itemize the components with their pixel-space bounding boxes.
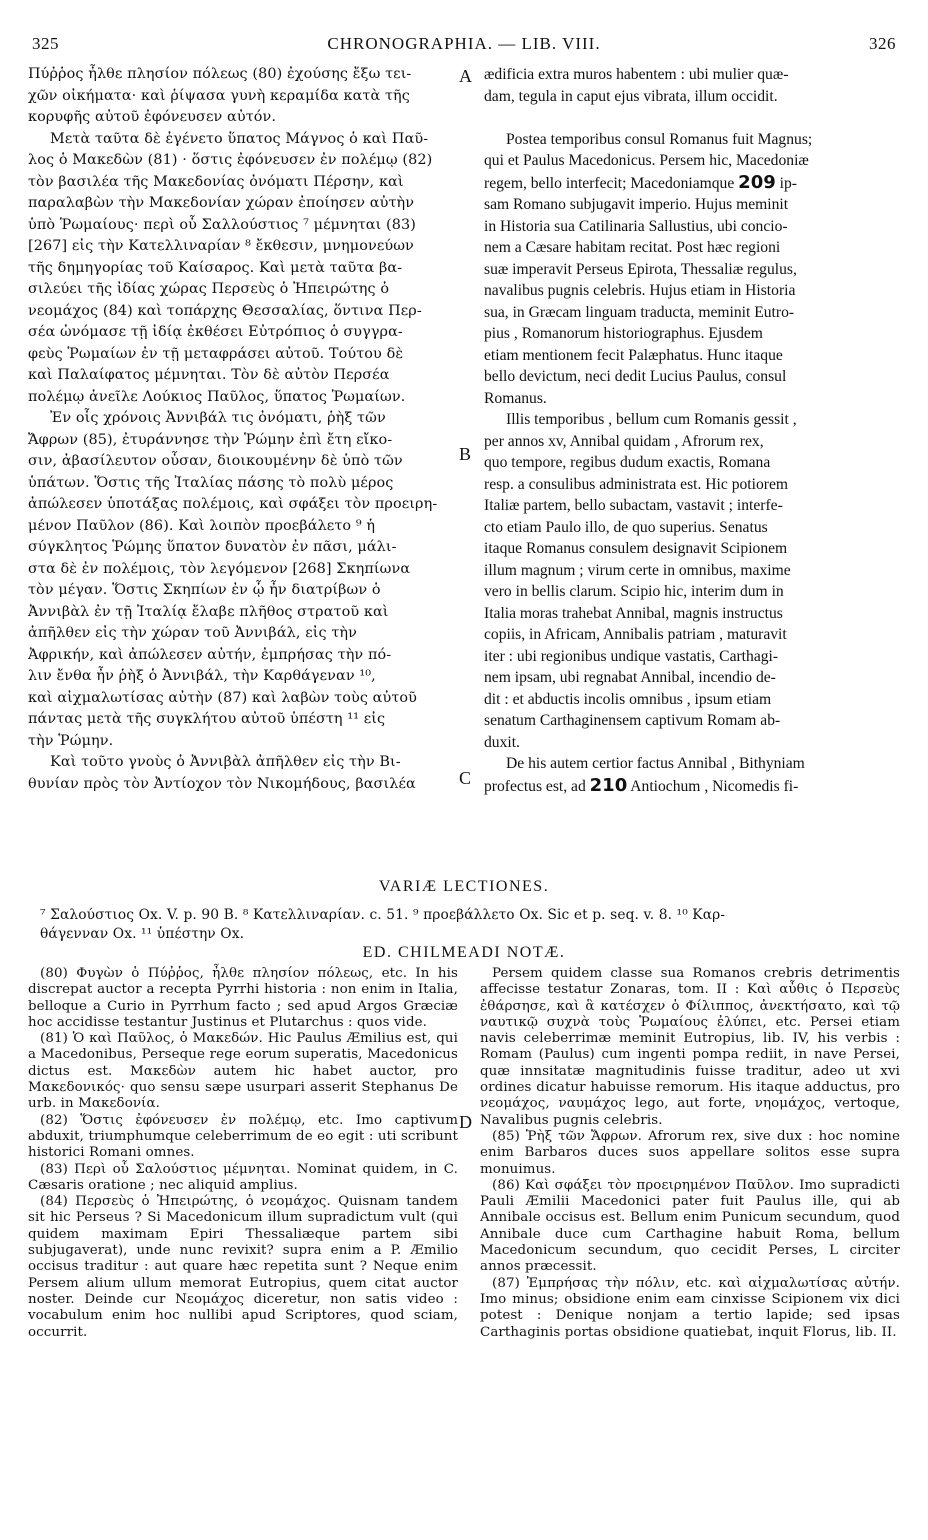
text-line: profectus est, ad 210 Antiochum , Nicomedis fi- bbox=[484, 774, 799, 796]
text-line: ὑπὸ Ῥωμαίους· περὶ οὗ Σαλλούστιος ⁷ μέμνηται (83) bbox=[28, 216, 416, 233]
text-line: in Historia sua Catilinaria Sallustius, ubi concio- bbox=[484, 217, 788, 235]
greek-text-column bbox=[28, 64, 458, 795]
text-line: copiis, in Africam, Annibalis patriam , maturavit bbox=[484, 626, 787, 643]
text-line: Μετὰ ταῦτα δὲ ἐγένετο ὕπατος Μάγνος ὁ καὶ Παῦ- bbox=[50, 130, 429, 147]
text-line: duxit. bbox=[484, 733, 520, 751]
variae-lectiones-title: VARIÆ LECTIONES. bbox=[378, 878, 550, 895]
variae-line: ⁷ Σαλούστιος Ox. V. p. 90 B. ⁸ Κατελλιναρίαν. c. 51. ⁹ προεβάλλετο Ox. Sic et p. seq. v. 8. ¹⁰ Καρ- bbox=[40, 907, 726, 923]
text-line: Ἀφρικήν, καὶ ἀπώλεσεν αὐτήν, ἐμπρήσας τὴν πό- bbox=[28, 646, 392, 663]
margin-marker-c: C bbox=[459, 768, 472, 788]
text-line: senatum Carthaginensem captivum Romam ab- bbox=[484, 712, 781, 729]
text-line: Romanus. bbox=[484, 389, 547, 407]
text-line: suæ imperavit Perseus Epirota, Thessaliæ regulus, bbox=[484, 260, 797, 278]
note-paragraph: (82) Ὅστις ἐφόνευσεν ἐν πολέμῳ, etc. Imo captivum abduxit, triumphumque celeberrimum de eo egit : uti scribunt historici Romani omnes. bbox=[28, 1112, 458, 1161]
text-line: λος ὁ Μακεδὼν (81) · ὅστις ἐφόνευσεν ἐν πολέμῳ (82) bbox=[28, 152, 433, 168]
text-line: iter : ubi regionibus undique vastatis, Carthagi- bbox=[484, 647, 779, 665]
text-line: μένον Παῦλον (86). Καὶ λοιπὸν προεβάλετο ⁹ ἡ bbox=[28, 517, 376, 534]
text-line: παραλαβὼν τὴν Μακεδονίαν χώραν ἐποίησεν αὐτὴν bbox=[28, 195, 415, 211]
margin-marker-d: D bbox=[459, 1112, 472, 1132]
note-paragraph: (86) Καὶ σφάξει τὸν προειρημένον Παῦλον. Imo supradicti Pauli Æmilii Macedonici pater fuit Paulus ille, qui ab Annibale occisus est. Bellum enim Punicum secundum, quod Annibale duce cum Carthagine habuit Roma, bellum Macedonicum secundum, quo cecidit Perses, L circiter annos præcessit. bbox=[480, 1177, 900, 1275]
text-line: Italiæ partem, bello subactam, vastavit ; interfe- bbox=[484, 497, 783, 514]
text-line: illum magnum ; virum certe in omnibus, maxime bbox=[484, 561, 791, 579]
text-line: Italia moras trahebat Annibal, magnis instructus bbox=[484, 604, 783, 622]
text-line: nem a Cæsare habitam recitat. Post hæc regioni bbox=[484, 239, 781, 256]
text-line: nem ipsam, ubi regnabat Annibal, incendio de- bbox=[484, 669, 776, 686]
text-line: resp. a consulibus administrata est. Hic potiorem bbox=[484, 475, 789, 493]
text-line: cto etiam Paulo illo, de quo superius. Senatus bbox=[484, 518, 768, 536]
text-line: per annos xv, Annibal quidam , Afrorum rex, bbox=[484, 432, 764, 450]
text-line: σιλεύει τῆς ἰδίας χώρας Περσεὺς ὁ Ἠπειρώτης ὁ bbox=[28, 281, 390, 297]
text-line: σέα ὠνόμασε τῇ ἰδίᾳ ἐκθέσει Εὐτρόπιος ὁ συγγρα- bbox=[28, 324, 403, 340]
text-line: sua, in Græcam linguam traducta, meminit Eutro- bbox=[484, 303, 795, 321]
note-paragraph: (87) Ἐμπρήσας τὴν πόλιν, etc. καὶ αἰχμαλωτίσας αὐτήν. Imo minus; obsidione enim eam cinxisse Scipionem vix dici potest : Denique nonjam a tertio lapide; sed ipsas Carthaginis portas obsidione quatiebat, inquit Florus, lib. II. bbox=[480, 1275, 900, 1340]
text-line: νεομάχος (84) καὶ τοπάρχης Θεσσαλίας, ὅντινα Περ- bbox=[28, 302, 422, 319]
text-line: Ἄφρων (85), ἐτυράννησε τὴν Ῥώμην ἐπὶ ἔτη εἴκο- bbox=[28, 431, 393, 448]
text-line: De his autem certior factus Annibal , Bithyniam bbox=[506, 755, 805, 772]
text-line: σύγκλητος Ῥώμης ὕπατον δυνατὸν ἐν πᾶσι, μάλι- bbox=[28, 539, 397, 555]
text-line: θυνίαν πρὸς τὸν Ἀντίοχον τὸν Νικομήδους, βασιλέα bbox=[28, 775, 416, 792]
text-line: Postea temporibus consul Romanus fuit Magnus; bbox=[506, 130, 813, 148]
text-line: Ἀννιβὰλ ἐν τῇ Ἰταλίᾳ ἔλαβε πλῆθος στρατοῦ καὶ bbox=[28, 603, 389, 620]
variae-lectiones-body bbox=[40, 906, 900, 944]
latin-text-column bbox=[484, 64, 898, 797]
notae-title: ED. CHILMEADI NOTÆ. bbox=[362, 944, 566, 961]
text-line: λιν ἔνθα ἦν ῥὴξ ὁ Ἀννιβάλ, τὴν Καρθάγεναν ¹⁰, bbox=[28, 668, 376, 684]
note-paragraph: (80) Φυγὼν ὁ Πύῤῥος, ἦλθε πλησίον πόλεως, etc. In his discrepat auctor a recepta Pyrrhi historia : non enim in Italia, belloque a Curio in Pyrrhum facto ; sed apud Argos Græciæ hoc accidisse testantur Justinus et Plutarchus : quos vide. bbox=[28, 966, 458, 1030]
text-line: regem, bello interfecit; Macedoniamque 209 ip- bbox=[484, 171, 797, 193]
note-paragraph: (84) Περσεὺς ὁ Ἠπειρώτης, ὁ νεομάχος. Quisnam tandem sit hic Perseus ? Si Macedonicum illum supradictum vult (qui quidem maximam Epiri Thessaliæque partem sibi subjugaverat), unde nunc revixit? supra enim a P. Æmilio occisus traditur : aut quare hæc repetita sunt ? Neque enim Persem alium ullum memorat Eutropius, quem citat auctor noster. Deinde cur Νεομάχος diceretur, non satis video : vocabulum enim hoc nullibi apud Scriptores, quod sciam, occurrit. bbox=[28, 1194, 458, 1340]
notes-left-column bbox=[28, 966, 458, 1341]
text-line: Καὶ τοῦτο γνοὺς ὁ Ἀννιβὰλ ἀπῆλθεν εἰς τὴν Βι- bbox=[50, 754, 401, 770]
text-line: τὴν Ῥώμην. bbox=[28, 732, 114, 749]
text-line: itaque Romanus consulem designavit Scipionem bbox=[484, 540, 788, 557]
notes-right-column bbox=[480, 966, 900, 1341]
text-line: τὸν βασιλέα τῆς Μακεδονίας ὀνόματι Πέρσην, καὶ bbox=[28, 173, 404, 190]
text-line: στα δὲ ἐν πολέμοις, τὸν λεγόμενον [268] Σκηπίωνα bbox=[28, 560, 411, 577]
text-line: pius , Romanorum historiographus. Ejusdem bbox=[484, 325, 763, 342]
text-line: φεὺς Ῥωμαίων ἐν τῇ μεταφράσει αὐτοῦ. Τούτου δὲ bbox=[28, 345, 404, 362]
text-line: τὸν μέγαν. Ὅστις Σκηπίων ἐν ᾧ ἦν διατρίβων ὁ bbox=[28, 582, 381, 598]
text-line: sam Romano subjugavit imperio. Hujus meminit bbox=[484, 196, 789, 213]
text-line: Πύῤῥος ἦλθε πλησίον πόλεως (80) ἐχούσης ἔξω τει- bbox=[28, 66, 412, 82]
running-header bbox=[32, 34, 896, 56]
text-line: navalibus pugnis celebris. Hujus etiam in Historia bbox=[484, 282, 796, 299]
text-line: κορυφῆς αὐτοῦ ἐφόνευσεν αὐτόν. bbox=[28, 109, 277, 125]
margin-marker-b: B bbox=[459, 444, 472, 464]
text-line: Illis temporibus , bellum cum Romanis gessit , bbox=[506, 411, 797, 428]
margin-marker-a: A bbox=[459, 66, 472, 86]
text-line: χῶν οἰκήματα· καὶ ῥίψασα γυνὴ κεραμίδα κατὰ τῆς bbox=[28, 87, 410, 104]
running-title: CHRONOGRAPHIA. — LIB. VIII. bbox=[327, 34, 601, 53]
text-line: ædificia extra muros habentem : ubi mulier quæ- bbox=[484, 66, 789, 83]
text-line: qui et Paulus Macedonicus. Persem hic, Macedoniæ bbox=[484, 152, 809, 169]
folio-number: 209 bbox=[738, 171, 776, 193]
text-line: dam, tegula in caput ejus vibrata, illum occidit. bbox=[484, 87, 778, 105]
text-line: ἀπώλεσεν ὑποτάξας πολέμοις, καὶ σφάξει τὸν προειρη- bbox=[28, 496, 438, 512]
text-line: τῆς δημηγορίας τοῦ Καίσαρος. Καὶ μετὰ ταῦτα βα- bbox=[28, 259, 403, 276]
text-line: ὑπάτων. Ὅστις τῆς Ἰταλίας πάσης τὸ πολὺ μέρος bbox=[28, 474, 394, 491]
text-line: πάντας μετὰ τῆς συγκλήτου αὐτοῦ ὑπέστη ¹¹ εἰς bbox=[28, 711, 386, 727]
right-page-number: 326 bbox=[869, 34, 896, 53]
folio-number: 210 bbox=[589, 774, 628, 796]
variae-line: θάγενναν Ox. ¹¹ ὑπέστην Ox. bbox=[40, 926, 245, 942]
note-paragraph: (85) Ῥὴξ τῶν Ἄφρων. Afrorum rex, sive dux : hoc nomine enim Barbaros duces suos appellare solitos esse supra monuimus. bbox=[480, 1128, 900, 1177]
text-line: σιν, ἀβασίλευτον οὖσαν, διοικουμένην δὲ ὑπὸ τῶν bbox=[28, 453, 403, 469]
text-line: καὶ αἰχμαλωτίσας αὐτὴν (87) καὶ λαβὼν τοὺς αὐτοῦ bbox=[28, 689, 417, 706]
text-line: Ἐν οἷς χρόνοις Ἀννιβάλ τις ὀνόματι, ῥὴξ τῶν bbox=[50, 410, 386, 426]
text-line: dit : et abductis incolis omnibus , ipsum etiam bbox=[484, 690, 772, 708]
text-line: vero in bellis clarum. Scipio hic, interim dum in bbox=[484, 583, 784, 600]
text-line: [267] εἰς τὴν Κατελλιναρίαν ⁸ ἔκθεσιν, μνημονεύων bbox=[28, 238, 414, 254]
text-line: etiam mentionem fecit Palæphatus. Hunc itaque bbox=[484, 346, 783, 364]
note-paragraph: Persem quidem classe sua Romanos crebris detrimentis affecisse testatur Zonaras, tom. II : Καὶ αὖθις ὁ Περσεὺς ἐθάρσησε, καὶ ἃ κατέσχεν ὁ Φίλιππος, ἀνεκτήσατο, καὶ τῷ ναυτικῷ συχνὰ τοὺς Ῥωμαίους ἐλύπει, etc. Persei etiam navis celeberrimæ meminit Eutropius, lib. IV, his verbis : Romam (Paulus) cum ingenti pompa rediit, in nave Persei, quæ innsitatæ magnitudinis fuisse traditur, adeo ut xvi ordines dicatur habuisse remorum. His itaque adductus, pro νεομάχος, ναυμάχος lego, aut forte, νηομάχος, vertoque, Navalibus pugnis celebris. bbox=[480, 966, 900, 1128]
text-line: ἀπῆλθεν εἰς τὴν χώραν τοῦ Ἀννιβάλ, εἰς τὴν bbox=[28, 625, 358, 641]
text-line: πολέμῳ ἀνεῖλε Λούκιος Παῦλος, ὕπατος Ῥωμαίων. bbox=[28, 388, 406, 405]
text-line: καὶ Παλαίφατος μέμνηται. Τὸν δὲ αὐτὸν Περσέα bbox=[28, 367, 390, 383]
note-paragraph: (83) Περὶ οὗ Σαλούστιος μέμνηται. Nominat quidem, in C. Cæsaris oratione ; nec aliquid amplius. bbox=[28, 1161, 458, 1193]
text-line: quo tempore, regibus dudum exactis, Romana bbox=[484, 454, 771, 471]
text-line: bello devictum, neci dedit Lucius Paulus, consul bbox=[484, 368, 787, 385]
text-line bbox=[484, 107, 898, 129]
left-page-number: 325 bbox=[32, 34, 59, 53]
note-paragraph: (81) Ὁ καὶ Παῦλος, ὁ Μακεδών. Hic Paulus Æmilius est, qui a Macedonibus, Perseque rege eorum superatis, Macedonicus dictus est. Μακεδὼν autem hic habet auctor, pro Μακεδονικός· quo sensu sæpe usurpari asserit Stephanus De urb. in Μακεδονία. bbox=[28, 1031, 458, 1112]
